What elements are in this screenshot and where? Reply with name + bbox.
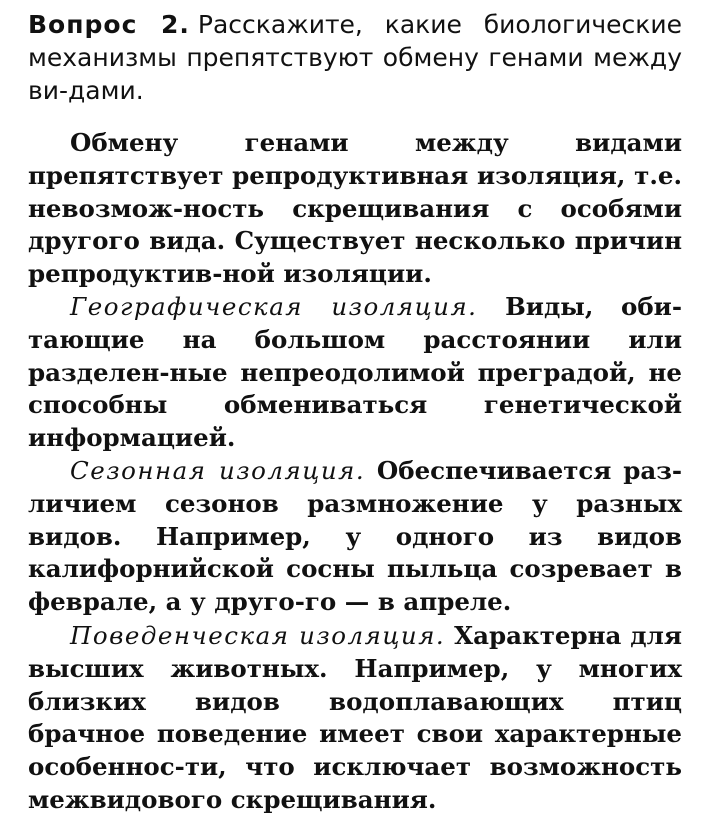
page — [28, 8, 682, 817]
question-paragraph — [28, 8, 682, 107]
behavioral-isolation-text: Характерна для высших животных. Например, у многих близких видов водоплавающих птиц брачное поведение имеет свои характерные особеннос-ти, что исключает возможность межвидового скрещивания. — [28, 620, 682, 814]
question-text: Расскажите, какие биологические механизмы препятствуют обмену генами между ви-дами. — [28, 10, 682, 105]
seasonal-isolation-text: Обеспечивается раз-личием сезонов размножение у разных видов. Например, у одного из видов калифорнийской сосны пыльца созревает в феврале, а у друго-го — в апреле. — [28, 455, 682, 617]
geographic-isolation-text: Виды, оби-тающие на большом расстоянии или разделен-ные непреодолимой преградой, не способны обмениваться генетической информацией. — [28, 291, 683, 453]
answer-intro-paragraph: Обмену генами между видами препятствует репродуктивная изоляция, т.е. невозмож-ность скрещивания с особями другого вида. Существует несколько причин репродуктив-ной изоляции. — [28, 128, 682, 289]
behavioral-isolation-term: Поведенческая изоляция. — [70, 620, 446, 650]
seasonal-isolation-paragraph — [28, 455, 682, 619]
geographic-isolation-paragraph — [28, 291, 682, 455]
question-label: Вопрос 2. — [28, 10, 190, 39]
seasonal-isolation-term: Сезонная изоляция. — [70, 455, 366, 485]
behavioral-isolation-paragraph — [28, 620, 682, 817]
geographic-isolation-term: Географическая изоляция. — [70, 291, 478, 321]
